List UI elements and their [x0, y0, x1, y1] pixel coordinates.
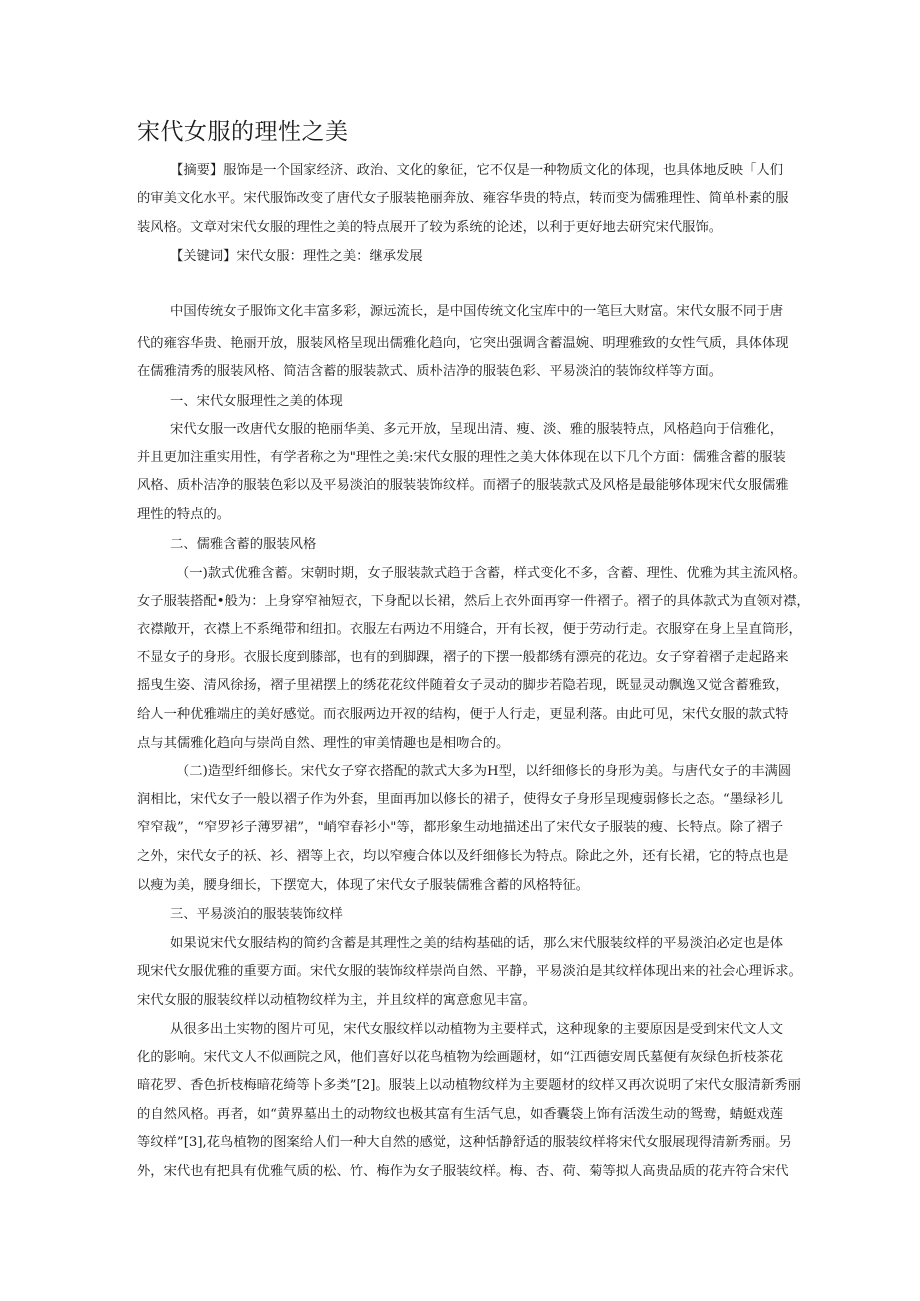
paragraph-line: （二)造型纤细修长。宋代女子穿衣搭配的款式大多为H型，以纤细修长的身形为美。与唐代女子的丰满圆 — [176, 764, 792, 779]
paragraph-line: 润相比，宋代女子一般以褶子作为外套，里面再加以修长的裙子，使得女子身形呈现瘦弱修长之态。“墨绿衫儿 — [137, 792, 783, 807]
paragraph-line: 理性的特点的。 — [137, 507, 231, 522]
paragraph-line: 宋代女服的服装纹样以动植物纹样为主，并且纹样的寓意愈见丰富。 — [137, 993, 536, 1008]
paragraph-line: 女子服装搭配•般为：上身穿窄袖短衣，下身配以长裙，然后上衣外面再穿一件褶子。褶子的具体款式为直领对襟， — [137, 594, 810, 609]
paragraph-line: 不显女子的身形。衣服长度到膝部，也有的到脚踝，褶子的下摆一般都绣有漂亮的花边。女子穿着褶子走起路来 — [137, 650, 789, 665]
abstract-line: 装风格。文章对宋代女服的理性之美的特点展开了较为系统的论述，以利于更好地去研究宋代服饰。 — [137, 220, 723, 235]
paragraph-line: 从很多出土实物的图片可见，宋代女服纹样以动植物为主要样式，这种现象的主要原因是受到宋代文人文 — [170, 1022, 783, 1037]
abstract-line: 【摘要】服饰是一个国家经济、政治、文化的象征，它不仅是一种物质文化的体现，也具体地反映「人们 — [170, 163, 783, 178]
paragraph-line: 点与其儒雅化趋向与崇尚自然、理性的审美情趣也是相吻合的。 — [137, 736, 510, 751]
paragraph-line: 以瘦为美，腰身细长，下摆宽大，体现了宋代女子服装儒雅含蓄的风格特征。 — [137, 878, 590, 893]
paragraph-line: 摇曳生姿、清风徐扬，褶子里裙摆上的绣花花纹伴随着女子灵动的脚步若隐若现，既显灵动飘逸又觉含蓄雅致， — [137, 678, 789, 693]
keywords-line: 【关键词】宋代女服：理性之美：继承发展 — [170, 249, 423, 264]
paragraph-line: 现宋代女服优雅的重要方面。宋代女服的装饰纹样崇尚自然、平静，平易淡泊是其纹样体现出来的社会心理诉求。 — [137, 964, 802, 979]
paragraph-line: 等纹样”[3],花鸟植物的图案给人们一种大自然的感觉，这种恬静舒适的服装纹样将宋代女服展现得清新秀丽。另 — [137, 1135, 792, 1150]
paragraph-line: 的自然风格。再者，如“黄界墓出土的动物纹也极其富有生活气息，如香囊袋上饰有活泼生动的鸳鸯，蜻蜓戏莲 — [137, 1107, 783, 1122]
paragraph-line: 衣襟敞开，衣襟上不系绳带和纽扣。衣服左右两边不用缝合，开有长衩，便于劳动行走。衣服穿在身上呈直筒形， — [137, 622, 802, 637]
paragraph-line: 如果说宋代女服结构的简约含蓄是其理性之美的结构基础的话，那么宋代服装纹样的平易淡泊必定也是体 — [170, 936, 783, 951]
paragraph-line: 之外，宋代女子的袄、衫、褶等上衣，均以窄瘦合体以及纤细修长为特点。除此之外，还有长裙，它的特点也是 — [137, 849, 789, 864]
paragraph-line: 代的雍容华贵、艳丽开放，服装风格呈现出儒雅化趋向，它突出强调含蓄温婉、明理雅致的女性气质，具体体现 — [137, 336, 789, 351]
paragraph-line: 给人一种优雅端庄的美好感觉。而衣服两边开衩的结构，便于人行走，更显利落。由此可见，宋代女服的款式特 — [137, 707, 789, 722]
paragraph-line: 宋代女服一改唐代女服的艳丽华美、多元开放，呈现出清、瘦、淡、雅的服装特点，风格趋向于信雅化， — [170, 422, 783, 437]
paragraph-line: （一)款式优雅含蓄。宋朝时期，女子服装款式趋于含蓄，样式变化不多，含蓄、理性、优雅为其主流风格。 — [176, 566, 807, 581]
section-heading: 一、宋代女服理性之美的体现 — [170, 394, 343, 409]
paragraph-line: 中国传统女子服饰文化丰富多彩，源远流长，是中国传统文化宝库中的一笔巨大财富。宋代女服不同于唐 — [170, 304, 783, 319]
paragraph-line: 外，宋代也有把具有优雅气质的松、竹、梅作为女子服装纹样。梅、杏、荷、菊等拟人高贵品质的花卉符合宋代 — [137, 1164, 789, 1179]
section-heading: 二、儒雅含蓄的服装风格 — [170, 537, 317, 552]
paragraph-line: 风格、质朴洁净的服装色彩以及平易淡泊的服装装饰纹样。而褶子的服装款式及风格是最能够体现宋代女服儒雅 — [137, 478, 789, 493]
paragraph-line: 窄窄裁”，“窄罗衫子薄罗裙”，"峭窄春衫小"等，都形象生动地描述出了宋代女子服装的瘦、长特点。除了褶子 — [137, 820, 783, 835]
paragraph-line: 化的影响。宋代文人不似画院之风，他们喜好以花鸟植物为绘画题材，如“江西德安周氏墓便有灰绿色折枝茶花 — [137, 1050, 783, 1065]
paragraph-line: 暗花罗、香色折枝梅暗花绮等卜多类”[2]。服装上以动植物纹样为主要题材的纹样又再次说明了宋代女服清新秀丽 — [137, 1078, 801, 1093]
paragraph-line: 在儒雅清秀的服装风格、简洁含蓄的服装款式、质朴洁净的服装色彩、平易淡泊的装饰纹样等方面。 — [137, 364, 723, 379]
paragraph-line: 并且更加注重实用性，有学者称之为"理性之美:宋代女服的理性之美大体体现在以下几个方面：儒雅含蓄的服装 — [137, 450, 786, 465]
article-title: 宋代女服的理性之美 — [137, 119, 349, 145]
abstract-line: 的审美文化水平。宋代服饰改变了唐代女子服装艳丽奔放、雍容华贵的特点，转而变为儒雅理性、简单朴素的服 — [137, 191, 789, 206]
section-heading: 三、平易淡泊的服装装饰纹样 — [170, 907, 343, 922]
